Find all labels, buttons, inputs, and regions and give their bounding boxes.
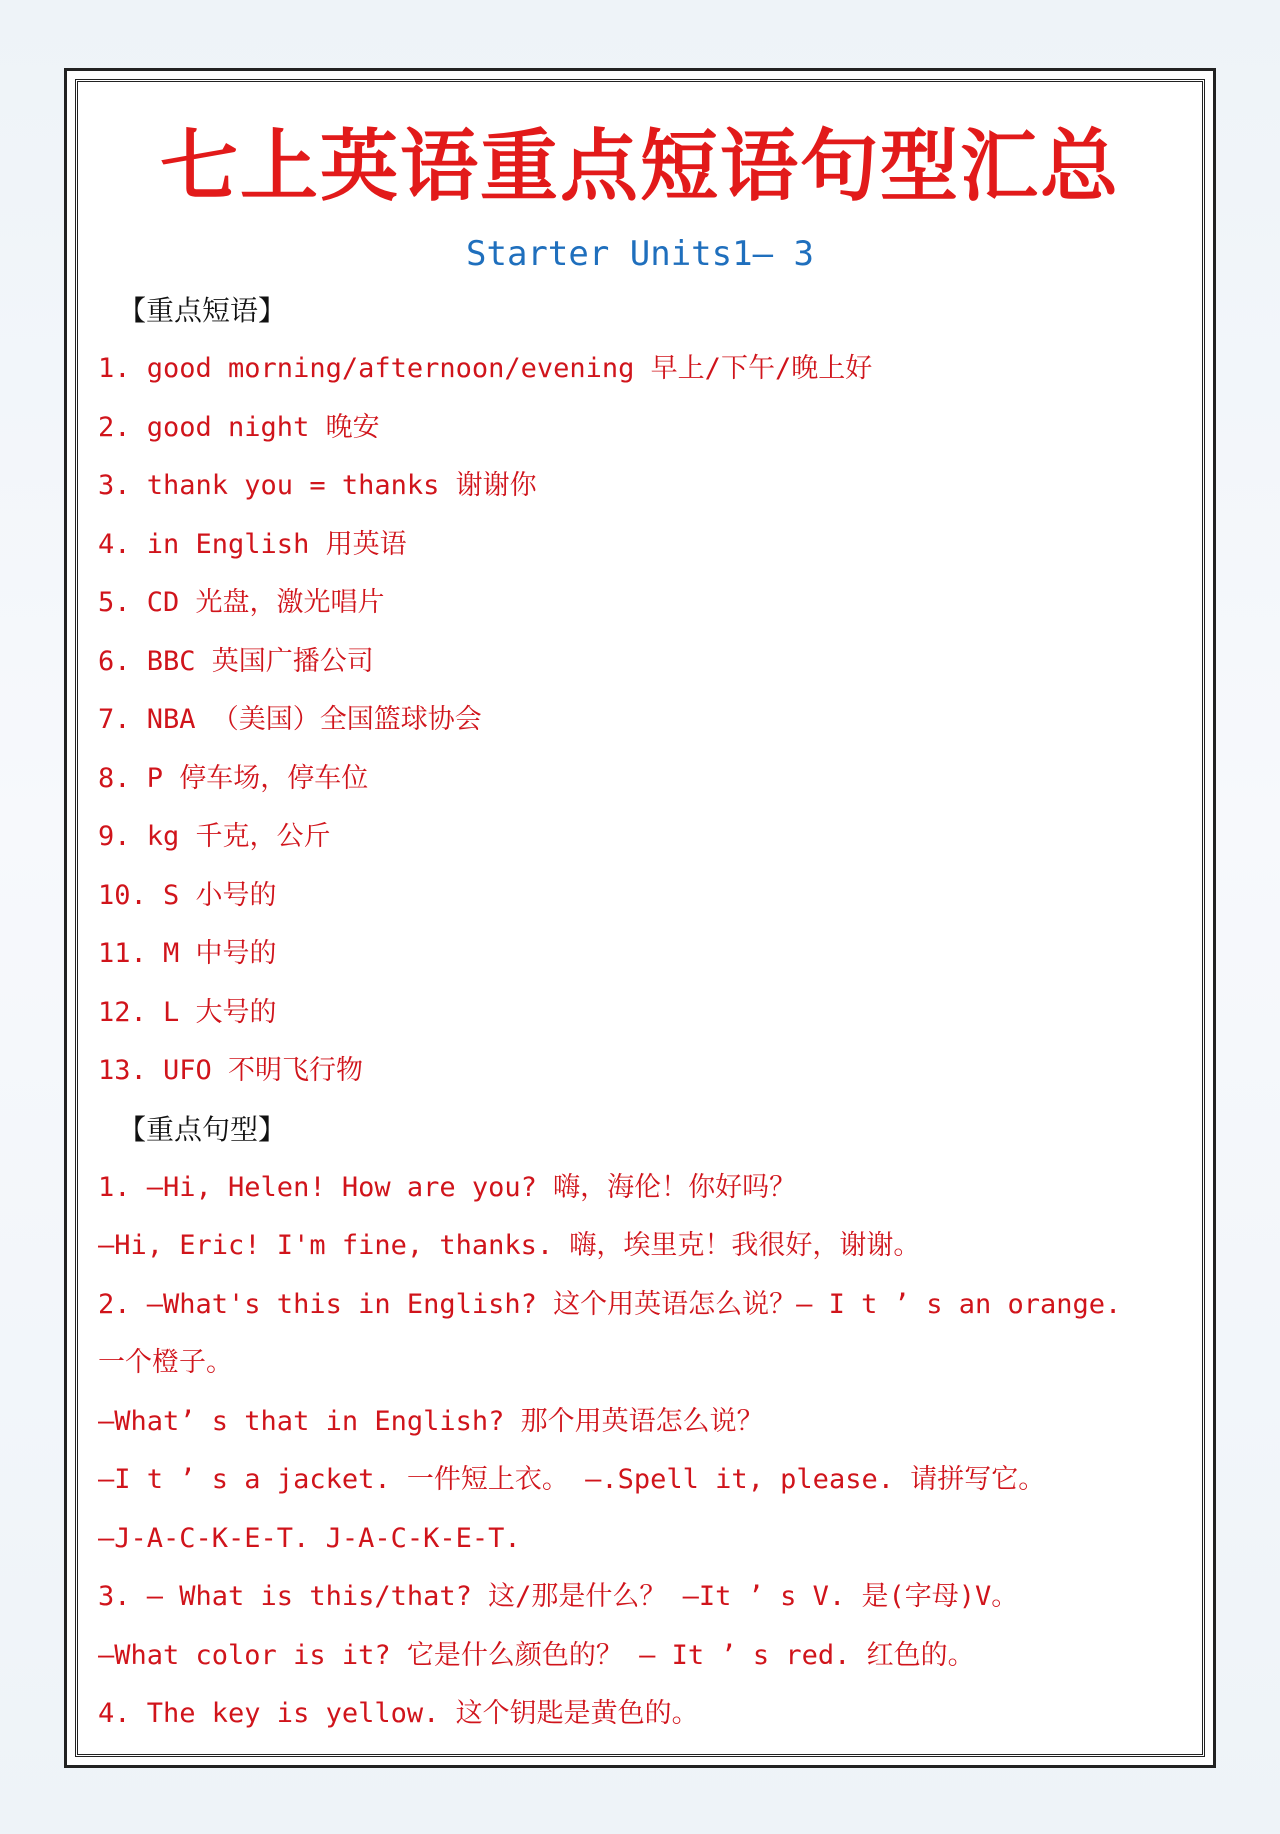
sentences-section-title: 【重点句型】 (118, 1112, 287, 1146)
page-frame-inner (75, 79, 1205, 1757)
content-area (98, 282, 1182, 1744)
sentence-line: —Hi, Eric! I'm fine, thanks. 嗨，埃里克！我很好，谢谢。 (98, 1230, 921, 1261)
sentence-line: 1. —Hi, Helen! How are you? 嗨，海伦！你好吗？ (98, 1171, 797, 1203)
sentence-line: —J-A-C-K-E-T. J-A-C-K-E-T. (98, 1522, 521, 1554)
sentence-line: 2. —What's this in English? 这个用英语怎么说？— I t ’ s an orange. (98, 1288, 1122, 1320)
page-frame (64, 68, 1216, 1768)
sentence-line: —What’ s that in English? 那个用英语怎么说？ (98, 1405, 764, 1437)
phrases-section-title: 【重点短语】 (118, 294, 287, 327)
phrase-item: 2. good night 晚安 (98, 411, 380, 443)
phrase-item: 6. BBC 英国广播公司 (98, 645, 374, 677)
sentence-line: 一个橙子。 (98, 1347, 233, 1378)
phrase-item: 11. M 中号的 (98, 938, 277, 969)
sentence-line: 4. The key is yellow. 这个钥匙是黄色的。 (98, 1698, 699, 1729)
sentence-line: —I t ’ s a jacket. 一件短上衣。 —.Spell it, please. 请拼写它。 (98, 1464, 1046, 1495)
phrase-item: 13. UFO 不明飞行物 (98, 1055, 364, 1086)
sentence-line: —What color is it? 它是什么颜色的？ — It ’ s red. 红色的。 (98, 1639, 975, 1671)
phrase-item: 10. S 小号的 (98, 879, 277, 911)
phrase-item: 1. good morning/afternoon/evening 早上/下午/晚上好 (98, 353, 873, 384)
phrase-item: 7. NBA （美国）全国篮球协会 (98, 704, 482, 735)
phrase-item: 12. L 大号的 (98, 996, 277, 1028)
phrase-item: 5. CD 光盘，激光唱片 (98, 587, 385, 618)
phrase-item: 3. thank you = thanks 谢谢你 (98, 470, 537, 501)
page-title: 七上英语重点短语句型汇总 (159, 121, 1120, 212)
phrase-item: 4. in English 用英语 (98, 528, 407, 560)
phrase-item: 9. kg 千克，公斤 (98, 821, 331, 852)
phrase-item: 8. P 停车场，停车位 (98, 762, 369, 794)
page-subtitle: Starter Units1— 3 (466, 234, 814, 274)
sentence-line: 3. — What is this/that? 这/那是什么？ —It ’ s V. 是(字母)V。 (98, 1581, 1019, 1612)
